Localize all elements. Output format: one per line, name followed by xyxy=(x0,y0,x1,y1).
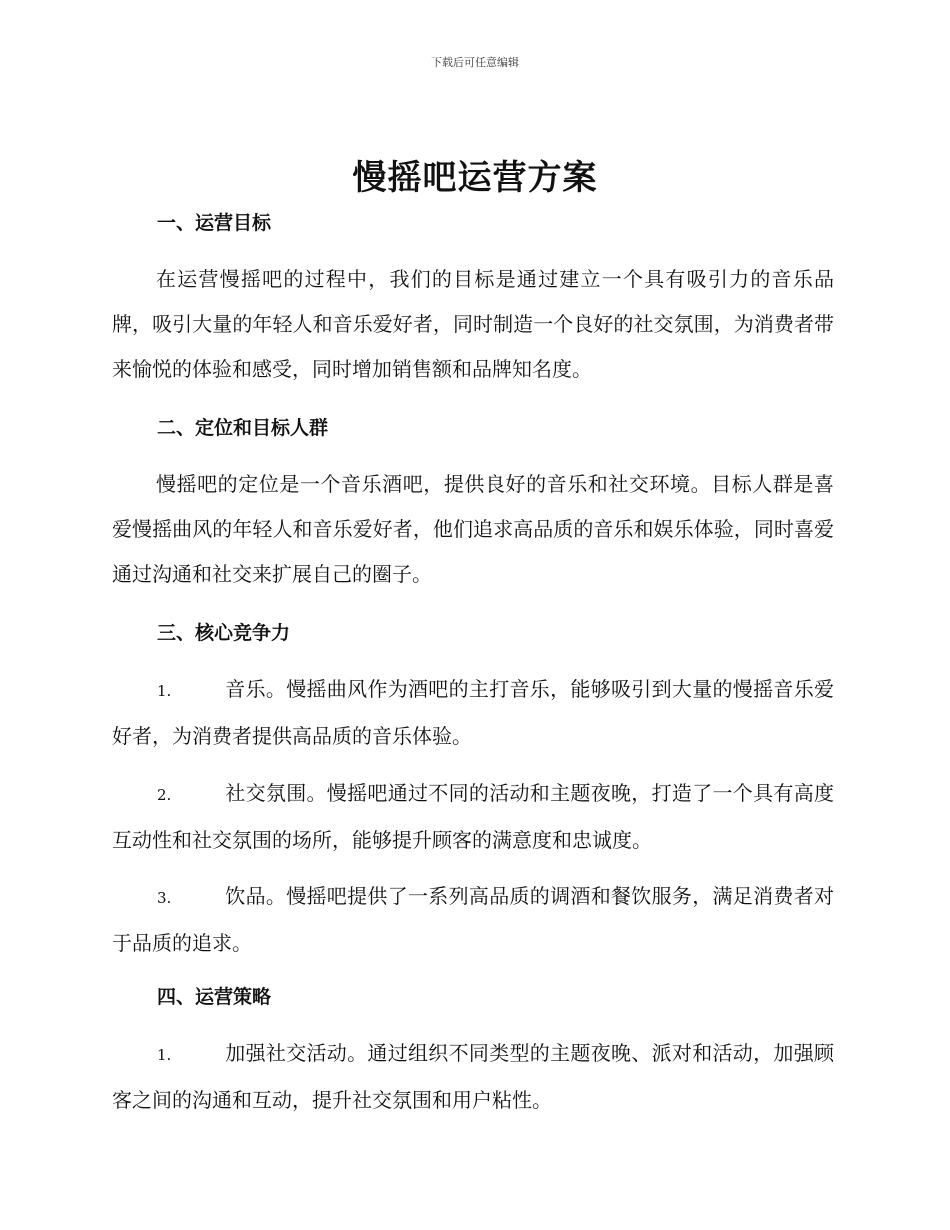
list-item-number: 1. xyxy=(157,682,172,700)
document-title: 慢摇吧运营方案 xyxy=(352,158,598,198)
list-item-text: 社交氛围。慢摇吧通过不同的活动和主题夜晚，打造了一个具有高度互动性和社交氛围的场所，能够提升顾客的满意度和忠诚度。 xyxy=(112,781,834,852)
list-item xyxy=(112,667,834,759)
section-heading-positioning: 二、定位和目标人群 xyxy=(157,417,329,439)
list-item xyxy=(112,771,834,863)
list-item-text: 加强社交活动。通过组织不同类型的主题夜晚、派对和活动，加强顾客之间的沟通和互动，提升社交氛围和用户粘性。 xyxy=(112,1041,834,1112)
section-paragraph-positioning: 慢摇吧的定位是一个音乐酒吧，提供良好的音乐和社交环境。目标人群是喜爱慢摇曲风的年轻人和音乐爱好者，他们追求高品质的音乐和娱乐体验，同时喜爱通过沟通和社交来扩展自己的圈子。 xyxy=(112,472,834,586)
section-paragraph-goals: 在运营慢摇吧的过程中，我们的目标是通过建立一个具有吸引力的音乐品牌，吸引大量的年轻人和音乐爱好者，同时制造一个良好的社交氛围，为消费者带来愉悦的体验和感受，同时增加销售额和品牌知名度。 xyxy=(112,267,834,381)
page-header-note: 下载后可任意编辑 xyxy=(431,56,519,69)
list-item-number: 2. xyxy=(157,786,172,804)
section-heading-strategy: 四、运营策略 xyxy=(157,986,272,1008)
section-heading-goals: 一、运营目标 xyxy=(157,212,272,234)
list-item-text: 饮品。慢摇吧提供了一系列高品质的调酒和餐饮服务，满足消费者对于品质的追求。 xyxy=(112,884,834,955)
list-item xyxy=(112,1031,834,1123)
list-item-number: 1. xyxy=(157,1046,172,1064)
list-item-text: 音乐。慢摇曲风作为酒吧的主打音乐，能够吸引到大量的慢摇音乐爱好者，为消费者提供高品质的音乐体验。 xyxy=(112,677,834,748)
section-heading-competitiveness: 三、核心竞争力 xyxy=(157,622,291,644)
list-item xyxy=(112,874,834,966)
list-item-number: 3. xyxy=(157,889,172,907)
